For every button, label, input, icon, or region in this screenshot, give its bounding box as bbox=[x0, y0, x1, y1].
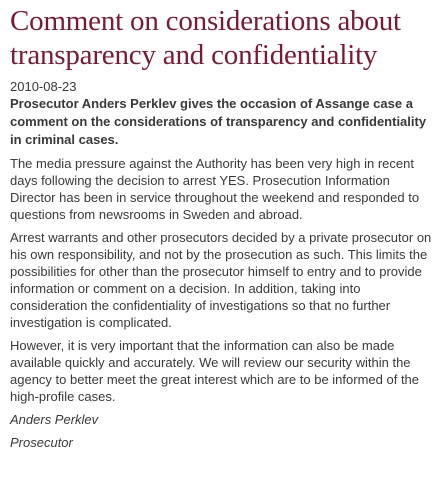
article-paragraph-2: Arrest warrants and other prosecutors decided by a private prosecutor on his own responsibility, and not by the prosecution as such. This limits the possibilities for other than the prosecutor himself to entry and to provide information or comment on a decision. In addition, taking into consideration the confidentiality of investigations so that no further investigation is complicated. bbox=[10, 230, 432, 330]
article-lead: Prosecutor Anders Perklev gives the occasion of Assange case a comment on the considerations of transparency and confidentiality in criminal cases. bbox=[10, 96, 427, 147]
publication-date: 2010-08-23 bbox=[10, 79, 77, 94]
signature-title: Prosecutor bbox=[10, 435, 73, 450]
article-paragraph-1: The media pressure against the Authority has been very high in recent days following the decision to arrest YES. Prosecution Information Director has been in service throughout the weekend and responded to questions from newsrooms in Sweden and abroad. bbox=[10, 156, 420, 222]
article-paragraph-3: However, it is very important that the information can also be made available quickly and accurately. We will review our security within the agency to better meet the great interest which are to be informed of the high-profile cases. bbox=[10, 338, 420, 404]
page-title: Comment on considerations about transparency and confidentiality bbox=[10, 5, 401, 71]
signature-name: Anders Perklev bbox=[10, 412, 99, 427]
article bbox=[10, 4, 432, 451]
